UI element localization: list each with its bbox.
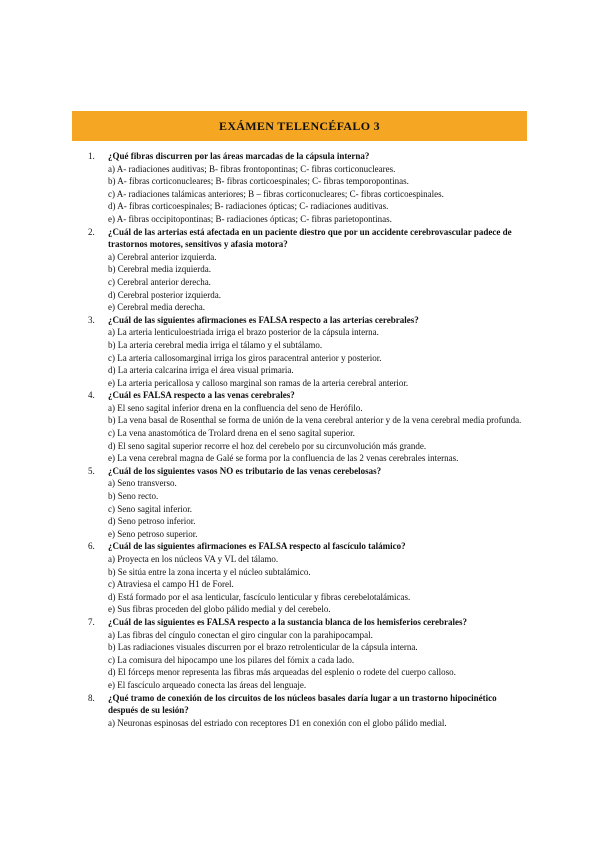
answer-option: d) Está formado por el asa lenticular, fascículo lenticular y fibras cerebelotalámicas. bbox=[108, 591, 411, 602]
answer-option: e) El fascículo arqueado conecta las áreas del lenguaje. bbox=[108, 679, 307, 690]
answer-option: c) Atraviesa el campo H1 de Forel. bbox=[108, 579, 234, 590]
exam-title: EXÁMEN TELENCÉFALO 3 bbox=[219, 118, 380, 133]
answer-option: a) La arteria lenticuloestriada irriga el brazo posterior de la cápsula interna. bbox=[108, 327, 379, 338]
question-number: 5. bbox=[88, 465, 95, 476]
exam-title-banner bbox=[72, 111, 527, 141]
answer-options bbox=[108, 163, 528, 226]
question-text: ¿Cuál de las siguientes es FALSA respecto a la sustancia blanca de los hemisferios cerebrales? bbox=[108, 616, 467, 627]
answer-option: b) Seno recto. bbox=[108, 491, 159, 502]
answer-option: e) Cerebral media derecha. bbox=[108, 302, 205, 313]
answer-option: a) El seno sagital inferior drena en la confluencia del seno de Herófilo. bbox=[108, 402, 363, 413]
question-number: 8. bbox=[88, 692, 95, 703]
question-item bbox=[88, 226, 528, 314]
answer-option: e) La vena cerebral magna de Galé se forma por la confluencia de las 2 venas cerebrales internas. bbox=[108, 453, 459, 464]
answer-option: a) Las fibras del cíngulo conectan el giro cingular con la parahipocampal. bbox=[108, 629, 373, 640]
question-item bbox=[88, 465, 528, 541]
question-item bbox=[88, 540, 528, 616]
answer-options bbox=[108, 251, 528, 314]
question-item bbox=[88, 314, 528, 390]
answer-option: c) Seno sagital inferior. bbox=[108, 503, 192, 514]
answer-options bbox=[108, 326, 528, 389]
answer-options bbox=[108, 553, 528, 616]
answer-option: d) La arteria calcarina irriga el área visual primaria. bbox=[108, 365, 294, 376]
answer-options bbox=[108, 402, 528, 465]
answer-option: b) Cerebral media izquierda. bbox=[108, 264, 211, 275]
answer-option: e) La arteria pericallosa y calloso marginal son ramas de la arteria cerebral anterior. bbox=[108, 377, 409, 388]
question-item bbox=[88, 389, 528, 465]
answer-option: b) Las radiaciones visuales discurren por el brazo retrolenticular de la cápsula interna. bbox=[108, 642, 418, 653]
answer-options bbox=[108, 629, 528, 692]
answer-option: d) El seno sagital superior recorre el hoz del cerebelo por su circunvolución más grande. bbox=[108, 440, 427, 451]
question-text: ¿Cuál es FALSA respecto a las venas cerebrales? bbox=[108, 390, 295, 401]
answer-option: d) Seno petroso inferior. bbox=[108, 516, 196, 527]
answer-option: d) Cerebral posterior izquierda. bbox=[108, 289, 221, 300]
answer-option: c) A- radiaciones talámicas anteriores; B – fibras corticonucleares; C- fibras corticoespinales. bbox=[108, 188, 444, 199]
answer-option: a) Cerebral anterior izquierda. bbox=[108, 251, 217, 262]
answer-option: a) Seno transverso. bbox=[108, 478, 177, 489]
question-text: ¿Qué fibras discurren por las áreas marcadas de la cápsula interna? bbox=[108, 151, 370, 161]
question-number: 6. bbox=[88, 541, 95, 552]
question-text: ¿Cuál de las siguientes afirmaciones es FALSA respecto al fascículo talámico? bbox=[108, 541, 406, 552]
question-text: ¿Cuál de las siguientes afirmaciones es FALSA respecto a las arterias cerebrales? bbox=[108, 314, 419, 325]
answer-option: b) La vena basal de Rosenthal se forma de unión de la vena cerebral anterior y de la vena cerebral media profunda. bbox=[108, 415, 522, 426]
answer-option: a) A- radiaciones auditivas; B- fibras frontopontinas; C- fibras corticonucleares. bbox=[108, 163, 396, 174]
question-number: 3. bbox=[88, 314, 95, 325]
answer-option: e) A- fibras occipitopontinas; B- radiaciones ópticas; C- fibras parietopontinas. bbox=[108, 213, 392, 224]
answer-option: a) Neuronas espinosas del estriado con receptores D1 en conexión con el globo pálido medial. bbox=[108, 717, 447, 728]
question-text: ¿Cuál de los siguientes vasos NO es tributario de las venas cerebelosas? bbox=[108, 465, 382, 476]
answer-option: e) Sus fibras proceden del globo pálido medial y del cerebelo. bbox=[108, 604, 331, 615]
answer-option: c) La comisura del hipocampo une los pilares del fórnix a cada lado. bbox=[108, 654, 355, 665]
question-number: 4. bbox=[88, 390, 95, 401]
answer-option: c) La vena anastomótica de Trolard drena en el seno sagital superior. bbox=[108, 428, 355, 439]
question-text: ¿Cuál de las arterias está afectada en un paciente diestro que por un accidente cerebrovascular padece de trastornos motores, sensitivos y afasia motora? bbox=[108, 226, 512, 250]
answer-option: c) Cerebral anterior derecha. bbox=[108, 276, 211, 287]
answer-option: d) El fórceps menor representa las fibras más arqueadas del esplenio o rodete del cuerpo calloso. bbox=[108, 667, 456, 678]
answer-option: c) La arteria callosomarginal irriga los giros paracentral anterior y posterior. bbox=[108, 352, 382, 363]
answer-options bbox=[108, 717, 528, 730]
answer-option: a) Proyecta en los núcleos VA y VL del tálamo. bbox=[108, 554, 279, 564]
question-list bbox=[88, 150, 528, 729]
answer-option: b) La arteria cerebral media irriga el tálamo y el subtálamo. bbox=[108, 339, 323, 350]
answer-option: b) Se sitúa entre la zona incerta y el núcleo subtalámico. bbox=[108, 566, 311, 577]
answer-option: d) A- fibras corticoespinales; B- radiaciones ópticas; C- radiaciones auditivas. bbox=[108, 201, 389, 212]
question-item bbox=[88, 692, 528, 730]
question-item bbox=[88, 150, 528, 226]
question-number: 1. bbox=[88, 151, 95, 161]
answer-option: b) A- fibras corticonucleares; B- fibras corticoespinales; C- fibras temporopontinas. bbox=[108, 176, 409, 187]
answer-options bbox=[108, 477, 528, 540]
answer-option: e) Seno petroso superior. bbox=[108, 528, 198, 539]
question-number: 7. bbox=[88, 616, 95, 627]
question-number: 2. bbox=[88, 226, 95, 237]
question-item bbox=[88, 616, 528, 692]
question-text: ¿Qué tramo de conexión de los circuitos de los núcleos basales daría lugar a un trastorno hipocinético después de su lesión? bbox=[108, 692, 497, 716]
